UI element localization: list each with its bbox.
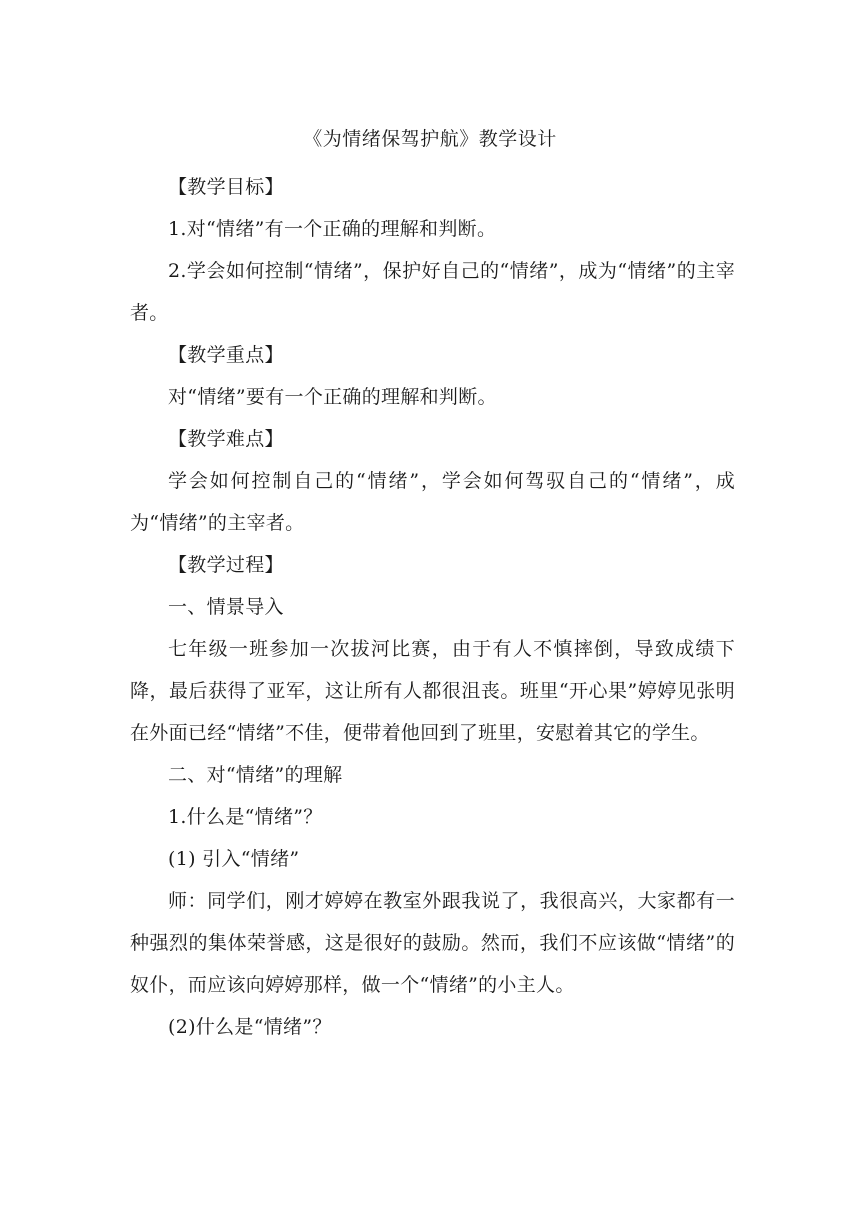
paragraph-teacher-speech: 师：同学们，刚才婷婷在教室外跟我说了，我很高兴，大家都有一种强烈的集体荣誉感，这是很好的鼓励。然而，我们不应该做“情绪”的奴仆，而应该向婷婷那样，做一个“情绪”的小主人。 xyxy=(130,890,735,996)
section-heading-process: 【教学过程】 xyxy=(168,554,284,576)
section-heading-key-points: 【教学重点】 xyxy=(168,344,284,366)
item-what-is-emotion: 1.什么是“情绪”？ xyxy=(168,806,323,828)
document-title: 《为情绪保驾护航》教学设计 xyxy=(303,128,557,150)
paragraph-scene-story: 七年级一班参加一次拔河比赛，由于有人不慎摔倒，导致成绩下降，最后获得了亚军，这让所有人都很沮丧。班里“开心果”婷婷见张明在外面已经“情绪”不佳，便带着他回到了班里，安慰着其它的学生。 xyxy=(130,638,735,744)
paragraph-objective-1: 1.对“情绪”有一个正确的理解和判断。 xyxy=(168,218,497,240)
item-introduce-emotion: (1) 引入“情绪” xyxy=(168,848,300,870)
section-heading-objectives: 【教学目标】 xyxy=(168,176,284,198)
subheading-scene-intro: 一、情景导入 xyxy=(168,596,284,618)
section-heading-difficulties: 【教学难点】 xyxy=(168,428,284,450)
paragraph-objective-2: 2.学会如何控制“情绪”，保护好自己的“情绪”，成为“情绪”的主宰者。 xyxy=(130,260,735,324)
document-body xyxy=(130,166,735,1048)
paragraph-difficulty: 学会如何控制自己的“情绪”，学会如何驾驭自己的“情绪”，成为“情绪”的主宰者。 xyxy=(130,470,735,534)
paragraph-key-point: 对“情绪”要有一个正确的理解和判断。 xyxy=(168,386,497,408)
subheading-understanding: 二、对“情绪”的理解 xyxy=(168,764,343,786)
item-what-is-emotion-2: (2)什么是“情绪”？ xyxy=(168,1016,332,1038)
